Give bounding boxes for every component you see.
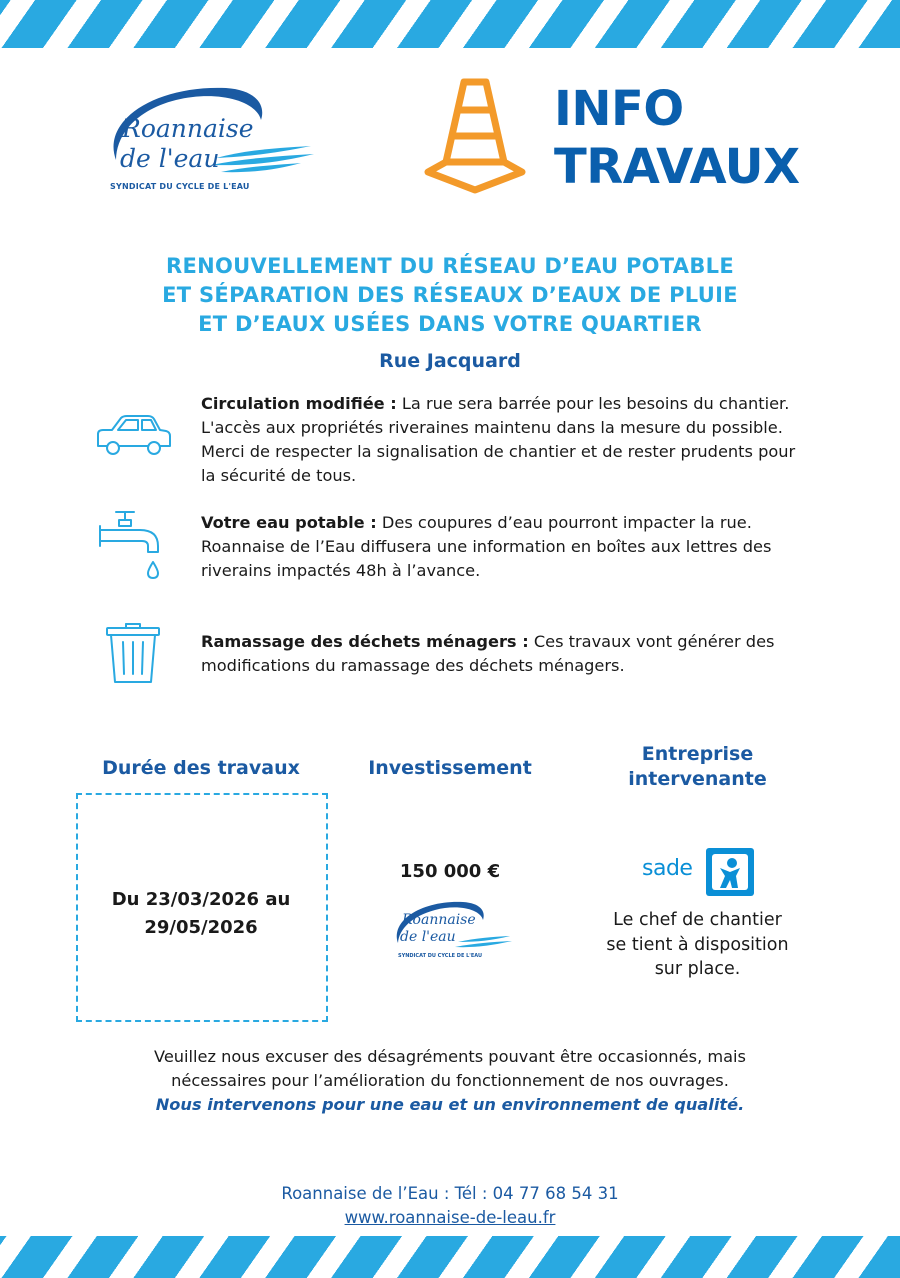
company-note-line-1: Le chef de chantier [613,910,782,930]
car-icon [96,414,172,458]
logo-line-1: Roannaise [122,114,254,143]
closing-line-2: nécessaires pour l’amélioration du fonctionnement de nos ouvrages. [171,1071,729,1090]
sade-logo-text: sade [642,856,693,881]
duration-line-2: 29/05/2026 [144,917,258,938]
waste-text: Ces travaux vont générer des modifications du ramassage des déchets ménagers. [201,632,775,675]
section-waste [201,630,801,678]
company-title-line-2: intervenante [628,768,767,790]
section-traffic [201,392,801,488]
waste-label: Ramassage des déchets ménagers : [201,632,529,651]
roannaise-small-logo [388,898,518,968]
footer-contact: Roannaise de l’Eau : Tél : 04 77 68 54 31 [281,1184,619,1203]
duration-line-1: Du 23/03/2026 au [111,889,291,910]
top-stripe-border [0,0,900,48]
traffic-cone-icon [420,74,530,196]
headline-line-3: ET D’EAUX USÉES DANS VOTRE QUARTIER [198,312,702,336]
water-tap-icon [96,508,166,580]
footer-website-link[interactable]: www.roannaise-de-leau.fr [344,1208,556,1227]
trash-bin-icon [104,620,162,684]
traffic-label: Circulation modifiée : [201,394,397,413]
roannaise-logo [96,80,326,200]
closing-message [60,1045,840,1117]
logo-tagline: SYNDICAT DU CYCLE DE L'EAU [110,182,250,191]
title-info: INFO [554,81,684,137]
small-logo-line-2: de l'eau [400,929,456,945]
sade-logo-mark [706,848,754,896]
investment-value: 150 000 € [399,861,501,882]
investment-title: Investissement [368,757,532,779]
water-label: Votre eau potable : [201,513,377,532]
section-water [201,511,801,583]
water-text: Des coupures d’eau pourront impacter la rue. Roannaise de l’Eau diffusera une information en boîtes aux lettres des riverains impactés 48h à l’avance. [201,513,772,580]
company-note [590,908,805,982]
street-name: Rue Jacquard [379,350,521,372]
logo-line-2: de l'eau [120,144,220,173]
closing-line-1: Veuillez nous excuser des désagréments pouvant être occasionnés, mais [154,1047,746,1066]
headline [60,252,840,339]
title-travaux: TRAVAUX [554,139,800,195]
closing-emphasis: Nous intervenons pour une eau et un environnement de qualité. [155,1095,745,1114]
company-title-line-1: Entreprise [641,743,754,765]
headline-line-1: RENOUVELLEMENT DU RÉSEAU D’EAU POTABLE [166,254,734,278]
info-travaux-title [554,80,800,196]
company-title [590,742,805,792]
small-logo-tagline: SYNDICAT DU CYCLE DE L'EAU [398,953,483,959]
sade-figure-icon [706,848,754,896]
duration-title: Durée des travaux [102,757,300,779]
traffic-text: La rue sera barrée pour les besoins du chantier. L'accès aux propriétés riveraines maintenu dans la mesure du possible. Merci de respecter la signalisation de chantier et de rester prudents pour la sécurité de tous. [201,394,796,485]
footer [0,1182,900,1230]
headline-line-2: ET SÉPARATION DES RÉSEAUX D’EAUX DE PLUIE [162,283,738,307]
bottom-stripe-border [0,1236,900,1278]
company-note-line-2: se tient à disposition [606,934,789,955]
small-logo-line-1: Roannaise [402,912,476,928]
duration-value [76,886,326,942]
company-note-line-3: sur place. [654,959,741,979]
